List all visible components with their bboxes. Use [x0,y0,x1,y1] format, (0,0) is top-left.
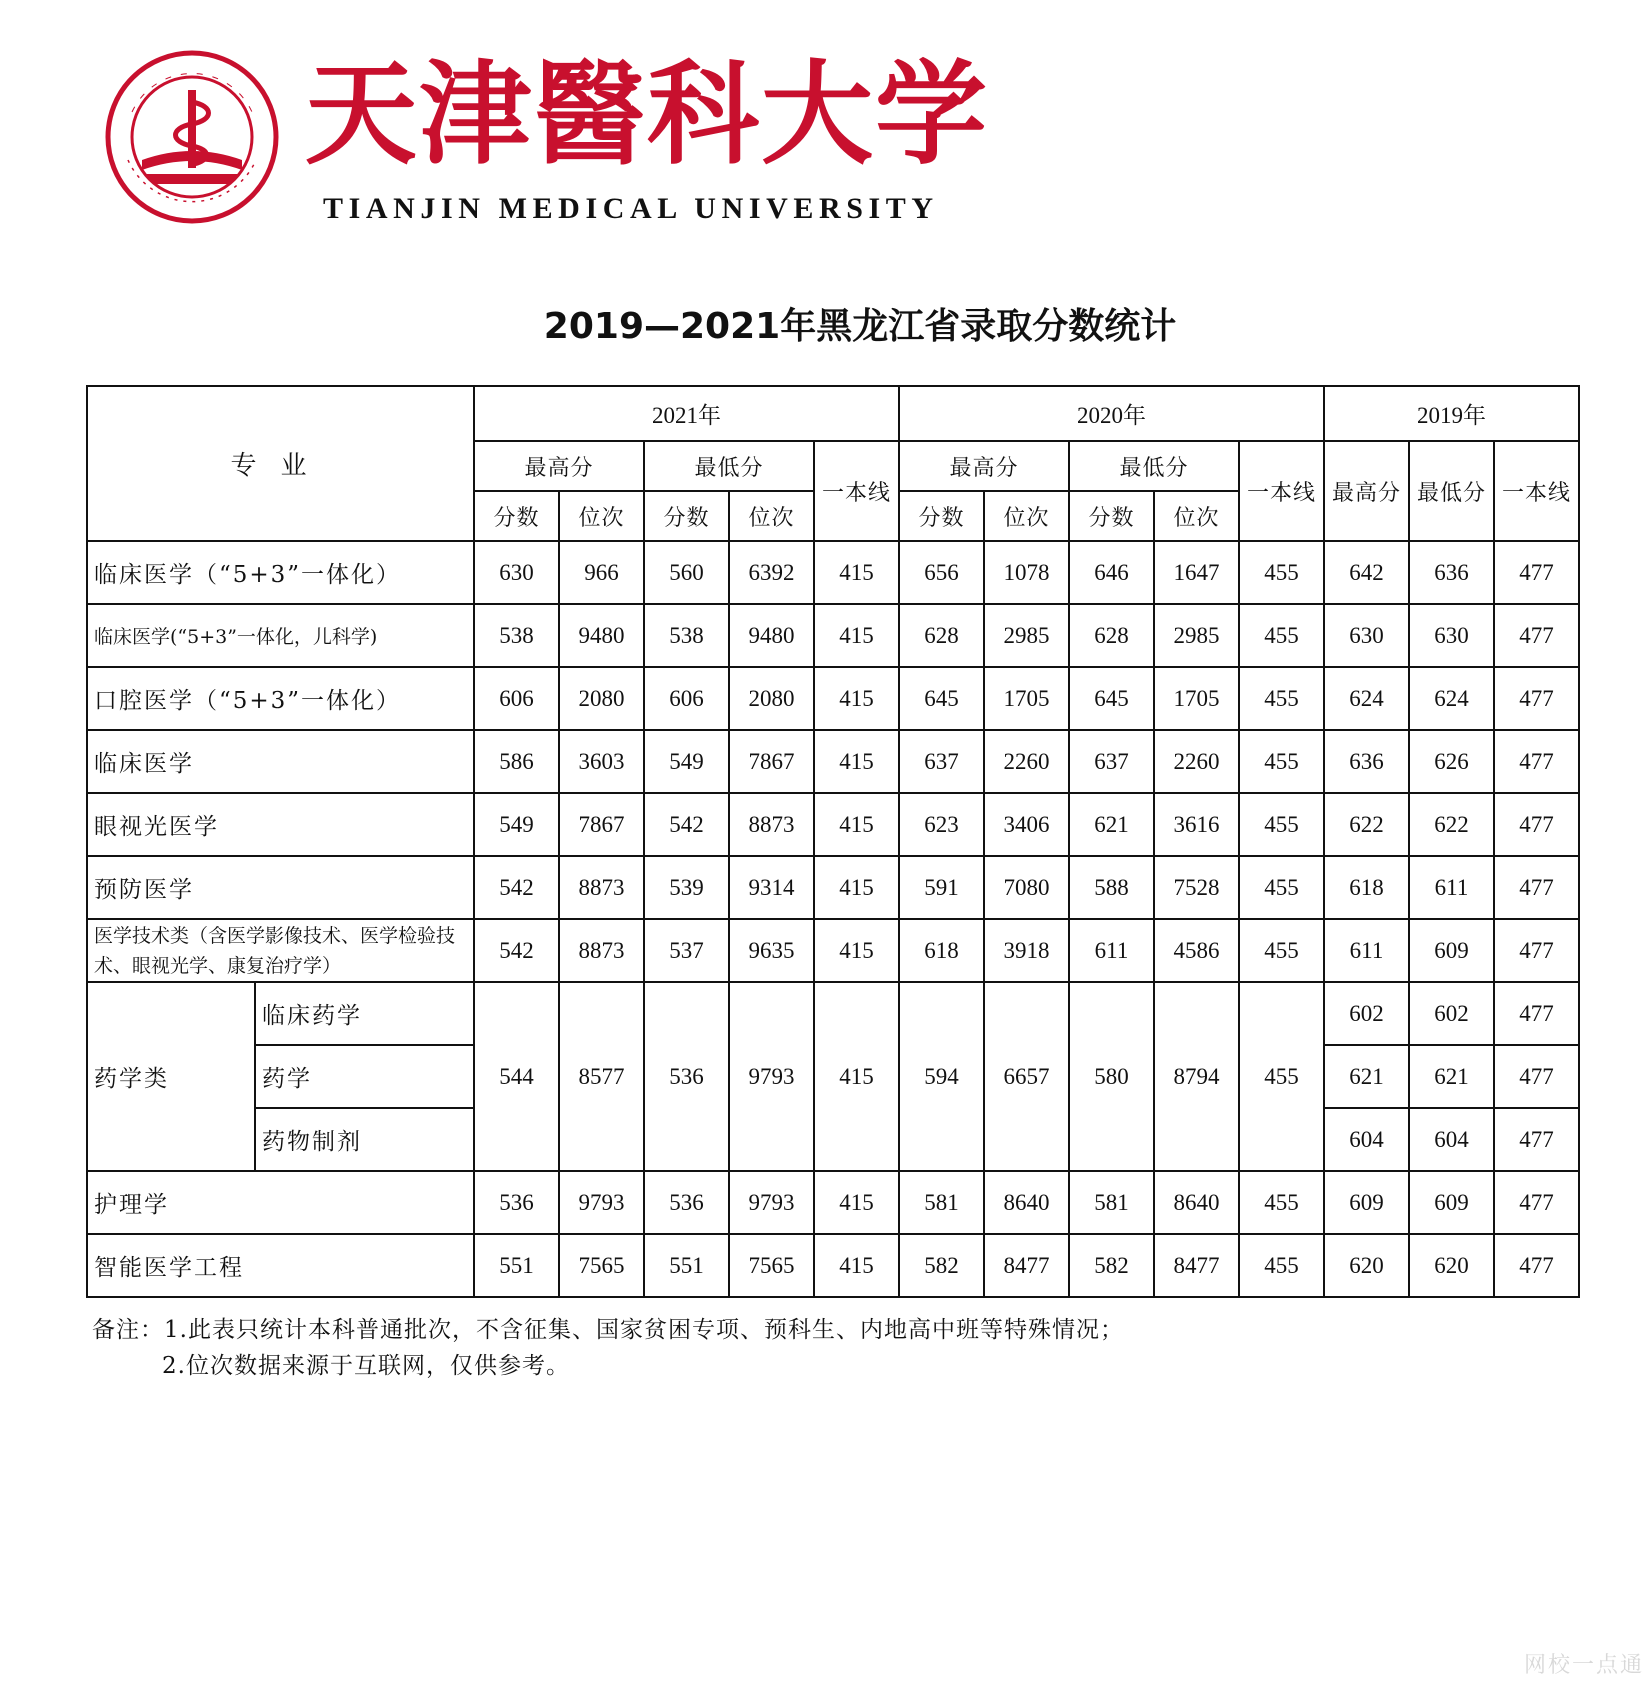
cell-2021-max-score: 542 [474,919,559,982]
cell-2019-min: 621 [1409,1045,1494,1108]
cell-2020-min-score: 582 [1069,1234,1154,1297]
cell-2020-min-rank: 8640 [1154,1171,1239,1234]
min-score-header: 最低分 [644,441,814,491]
tier-line-header: 一本线 [1494,441,1579,541]
cell-2021-min-rank: 6392 [729,541,814,604]
watermark: 网校一点通 [1523,1653,1644,1678]
cell-2021-min-score: 542 [644,793,729,856]
cell-2019-min: 609 [1409,919,1494,982]
cell-2020-min-rank: 1705 [1154,667,1239,730]
cell-2020-max-rank: 8640 [984,1171,1069,1234]
major-name: 临床医学(“5+3”一体化，儿科学) [87,604,474,667]
table-row [87,667,1579,730]
cell-2020-min-rank: 8477 [1154,1234,1239,1297]
cell-2020-min-score: 637 [1069,730,1154,793]
major-name: 护理学 [87,1171,474,1234]
cell-2020-min-score: 646 [1069,541,1154,604]
cell-2021-min-rank: 9480 [729,604,814,667]
rank-subheader: 位次 [729,491,814,541]
cell-2021-max-score: 549 [474,793,559,856]
cell-2019-tier-line: 477 [1494,1108,1579,1171]
cell-2021-max-rank: 9480 [559,604,644,667]
cell-2020-min-score: 611 [1069,919,1154,982]
table-row [87,1234,1579,1297]
cell-2020-max-rank: 2260 [984,730,1069,793]
cell-2019-max: 604 [1324,1108,1409,1171]
cell-2021-max-score: 606 [474,667,559,730]
cell-2020-min-rank: 1647 [1154,541,1239,604]
cell-2021-max-rank: 8873 [559,919,644,982]
cell-2019-tier-line: 477 [1494,1171,1579,1234]
cell-2021-max-score: 551 [474,1234,559,1297]
min-score-header: 最低分 [1069,441,1239,491]
cell-2021-tier-line: 415 [814,541,899,604]
major-name: 临床医学（“5+3”一体化） [87,541,474,604]
major-name: 预防医学 [87,856,474,919]
cell-2021-tier-line: 415 [814,793,899,856]
cell-2019-max: 621 [1324,1045,1409,1108]
max-score-header: 最高分 [899,441,1069,491]
cell-2020-tier-line: 455 [1239,1171,1324,1234]
cell-2021-min-score: 536 [644,1171,729,1234]
cell-2021-min-rank: 9793 [729,1171,814,1234]
cell-2021-min-rank: 9793 [729,982,814,1171]
score-subheader: 分数 [474,491,559,541]
min-score-header: 最低分 [1409,441,1494,541]
cell-2019-max: 611 [1324,919,1409,982]
year-header-2019: 2019年 [1324,386,1579,441]
cell-2020-max-score: 623 [899,793,984,856]
cell-2020-max-rank: 3918 [984,919,1069,982]
cell-2020-tier-line: 455 [1239,541,1324,604]
cell-2019-min: 609 [1409,1171,1494,1234]
cell-2019-tier-line: 477 [1494,604,1579,667]
cell-2019-min: 611 [1409,856,1494,919]
cell-2021-min-score: 551 [644,1234,729,1297]
cell-2020-tier-line: 455 [1239,982,1324,1171]
table-row [87,604,1579,667]
cell-2020-min-rank: 2260 [1154,730,1239,793]
table-row [87,856,1579,919]
cell-2020-min-score: 645 [1069,667,1154,730]
cell-2021-tier-line: 415 [814,982,899,1171]
cell-2019-tier-line: 477 [1494,730,1579,793]
cell-2019-max: 620 [1324,1234,1409,1297]
cell-2020-max-rank: 8477 [984,1234,1069,1297]
cell-2021-max-score: 542 [474,856,559,919]
cell-2020-max-score: 637 [899,730,984,793]
tier-line-header: 一本线 [1239,441,1324,541]
cell-2021-min-score: 537 [644,919,729,982]
cell-2019-tier-line: 477 [1494,1234,1579,1297]
cell-2021-max-rank: 2080 [559,667,644,730]
cell-2020-tier-line: 455 [1239,1234,1324,1297]
cell-2019-max: 630 [1324,604,1409,667]
cell-2021-min-rank: 9635 [729,919,814,982]
cell-2021-max-score: 586 [474,730,559,793]
cell-2021-min-rank: 7565 [729,1234,814,1297]
cell-2021-max-rank: 8577 [559,982,644,1171]
cell-2019-tier-line: 477 [1494,919,1579,982]
cell-2020-min-rank: 4586 [1154,919,1239,982]
cell-2020-min-rank: 8794 [1154,982,1239,1171]
cell-2020-max-score: 628 [899,604,984,667]
table-row [87,730,1579,793]
cell-2019-tier-line: 477 [1494,541,1579,604]
cell-2021-max-rank: 8873 [559,856,644,919]
cell-2021-tier-line: 415 [814,856,899,919]
cell-2020-min-score: 588 [1069,856,1154,919]
cell-2019-max: 636 [1324,730,1409,793]
cell-2020-tier-line: 455 [1239,919,1324,982]
table-row [87,793,1579,856]
major-sub-name: 药物制剂 [255,1108,474,1171]
cell-2019-tier-line: 477 [1494,1045,1579,1108]
rank-subheader: 位次 [559,491,644,541]
cell-2019-tier-line: 477 [1494,667,1579,730]
cell-2019-min: 636 [1409,541,1494,604]
cell-2019-max: 618 [1324,856,1409,919]
footnote-line-1: 备注：1.此表只统计本科普通批次，不含征集、国家贫困专项、预科生、内地高中班等特殊情况； [92,1317,1124,1343]
cell-2020-min-score: 581 [1069,1171,1154,1234]
cell-2020-min-score: 580 [1069,982,1154,1171]
cell-2020-tier-line: 455 [1239,793,1324,856]
table-row [87,541,1579,604]
cell-2021-tier-line: 415 [814,919,899,982]
cell-2021-min-score: 606 [644,667,729,730]
cell-2019-min: 620 [1409,1234,1494,1297]
page-title: 2019—2021年黑龙江省录取分数统计 [543,306,1177,347]
cell-2021-min-score: 538 [644,604,729,667]
cell-2021-min-rank: 2080 [729,667,814,730]
cell-2019-max: 602 [1324,982,1409,1045]
university-seal-logo [102,42,282,232]
score-subheader: 分数 [1069,491,1154,541]
cell-2021-tier-line: 415 [814,1171,899,1234]
cell-2021-max-score: 538 [474,604,559,667]
cell-2020-min-rank: 3616 [1154,793,1239,856]
cell-2021-tier-line: 415 [814,604,899,667]
max-score-header: 最高分 [1324,441,1409,541]
cell-2019-max: 622 [1324,793,1409,856]
cell-2019-tier-line: 477 [1494,793,1579,856]
cell-2019-tier-line: 477 [1494,856,1579,919]
cell-2020-max-score: 618 [899,919,984,982]
admission-score-table [86,385,1580,1298]
major-name: 医学技术类（含医学影像技术、医学检验技术、眼视光学、康复治疗学） [87,919,474,982]
cell-2020-max-rank: 6657 [984,982,1069,1171]
cell-2021-max-rank: 3603 [559,730,644,793]
year-header-2020: 2020年 [899,386,1324,441]
major-sub-name: 药学 [255,1045,474,1108]
major-group-name: 药学类 [87,982,255,1171]
cell-2021-min-rank: 8873 [729,793,814,856]
cell-2019-min: 626 [1409,730,1494,793]
university-name-english: TIANJIN MEDICAL UNIVERSITY [323,192,939,225]
cell-2019-min: 630 [1409,604,1494,667]
major-sub-name: 临床药学 [255,982,474,1045]
major-name: 眼视光医学 [87,793,474,856]
major-name: 智能医学工程 [87,1234,474,1297]
cell-2020-max-score: 656 [899,541,984,604]
major-name: 临床医学 [87,730,474,793]
cell-2020-max-score: 594 [899,982,984,1171]
rank-subheader: 位次 [1154,491,1239,541]
cell-2020-tier-line: 455 [1239,604,1324,667]
cell-2020-max-rank: 3406 [984,793,1069,856]
cell-2021-tier-line: 415 [814,667,899,730]
cell-2019-max: 624 [1324,667,1409,730]
max-score-header: 最高分 [474,441,644,491]
footnote [92,1312,1124,1384]
cell-2021-min-score: 560 [644,541,729,604]
cell-2021-max-score: 544 [474,982,559,1171]
tier-line-header: 一本线 [814,441,899,541]
cell-2019-max: 609 [1324,1171,1409,1234]
cell-2020-max-rank: 1078 [984,541,1069,604]
cell-2021-min-rank: 9314 [729,856,814,919]
cell-2019-min: 622 [1409,793,1494,856]
cell-2021-max-rank: 7565 [559,1234,644,1297]
rank-subheader: 位次 [984,491,1069,541]
major-column-header: 专业 [87,386,474,541]
cell-2021-tier-line: 415 [814,1234,899,1297]
cell-2020-max-score: 582 [899,1234,984,1297]
cell-2020-min-score: 621 [1069,793,1154,856]
cell-2019-min: 604 [1409,1108,1494,1171]
university-name-chinese: 天津醫科大学 [305,49,989,180]
table-row [87,1171,1579,1234]
cell-2019-tier-line: 477 [1494,982,1579,1045]
cell-2020-min-score: 628 [1069,604,1154,667]
table-header-row-years [87,386,1579,441]
cell-2020-tier-line: 455 [1239,667,1324,730]
cell-2021-max-score: 630 [474,541,559,604]
footnote-line-2: 2.位次数据来源于互联网，仅供参考。 [162,1353,570,1379]
cell-2021-max-rank: 7867 [559,793,644,856]
cell-2021-min-rank: 7867 [729,730,814,793]
table-row-pharmacy [87,982,1579,1045]
cell-2020-tier-line: 455 [1239,856,1324,919]
cell-2020-min-rank: 7528 [1154,856,1239,919]
cell-2020-max-rank: 7080 [984,856,1069,919]
cell-2021-max-rank: 966 [559,541,644,604]
cell-2020-tier-line: 455 [1239,730,1324,793]
cell-2019-max: 642 [1324,541,1409,604]
cell-2021-min-score: 549 [644,730,729,793]
cell-2021-max-score: 536 [474,1171,559,1234]
cell-2021-tier-line: 415 [814,730,899,793]
table-row [87,919,1579,982]
cell-2019-min: 624 [1409,667,1494,730]
cell-2020-max-rank: 1705 [984,667,1069,730]
cell-2019-min: 602 [1409,982,1494,1045]
cell-2021-min-score: 539 [644,856,729,919]
score-subheader: 分数 [644,491,729,541]
major-name: 口腔医学（“5+3”一体化） [87,667,474,730]
cell-2021-min-score: 536 [644,982,729,1171]
cell-2020-max-score: 591 [899,856,984,919]
university-header [100,40,1000,240]
cell-2021-max-rank: 9793 [559,1171,644,1234]
year-header-2021: 2021年 [474,386,899,441]
cell-2020-max-score: 645 [899,667,984,730]
cell-2020-max-score: 581 [899,1171,984,1234]
cell-2020-max-rank: 2985 [984,604,1069,667]
score-subheader: 分数 [899,491,984,541]
cell-2020-min-rank: 2985 [1154,604,1239,667]
